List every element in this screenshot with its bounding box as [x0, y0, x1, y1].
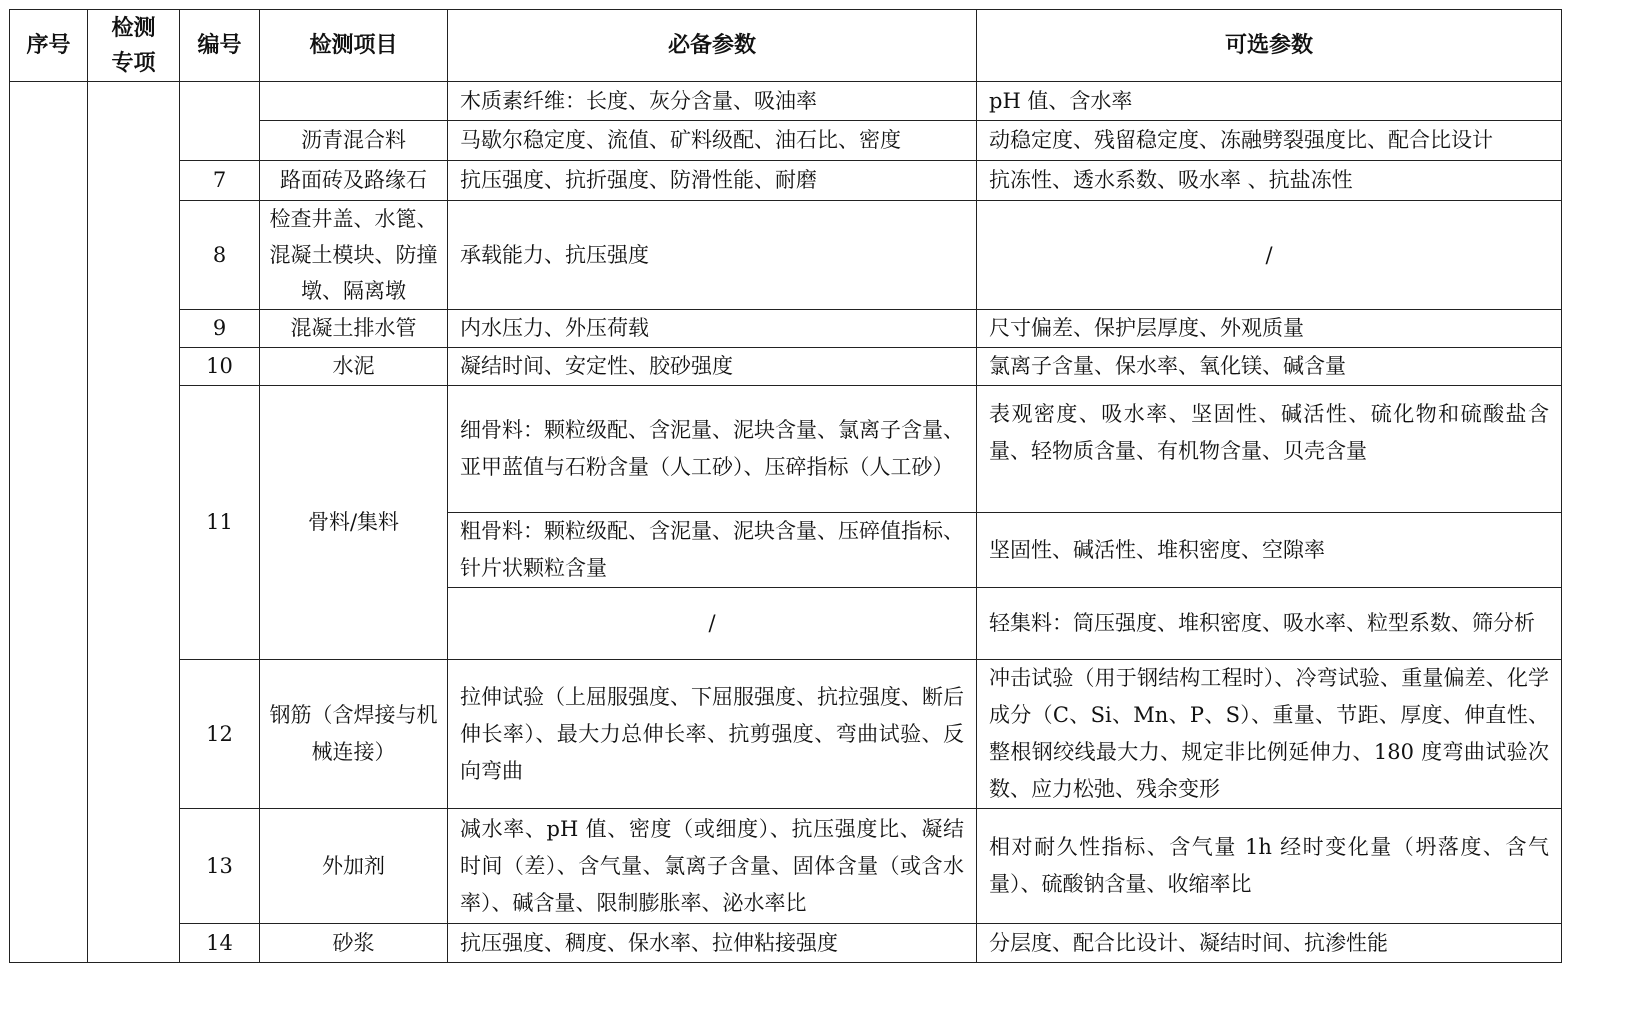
- header-optional: 可选参数: [977, 10, 1562, 82]
- optional-cell: 相对耐久性指标、含气量 1h 经时变化量（坍落度、含气量）、硫酸钠含量、收缩率比: [977, 809, 1562, 924]
- optional-cell: 动稳定度、残留稳定度、冻融劈裂强度比、配合比设计: [977, 121, 1562, 161]
- category-cell: [88, 82, 180, 963]
- item-cell: 水泥: [260, 348, 448, 386]
- number-cell: 8: [180, 201, 260, 310]
- optional-cell: 表观密度、吸水率、坚固性、碱活性、硫化物和硫酸盐含量、轻物质含量、有机物含量、贝壳含量: [977, 386, 1562, 513]
- item-cell: [260, 82, 448, 121]
- table-header-row: [10, 10, 1562, 82]
- required-cell: 木质素纤维：长度、灰分含量、吸油率: [448, 82, 977, 121]
- item-cell: 骨料/集料: [260, 386, 448, 660]
- required-cell: 拉伸试验（上屈服强度、下屈服强度、抗拉强度、断后伸长率）、最大力总伸长率、抗剪强度、弯曲试验、反向弯曲: [448, 660, 977, 809]
- table-row: [10, 82, 1562, 121]
- number-cell: 7: [180, 161, 260, 201]
- table-row: [10, 809, 1562, 924]
- table-row: [10, 201, 1562, 310]
- table-row: [10, 386, 1562, 513]
- item-cell: 沥青混合料: [260, 121, 448, 161]
- item-cell: 混凝土排水管: [260, 310, 448, 348]
- required-cell: 承载能力、抗压强度: [448, 201, 977, 310]
- optional-cell: /: [977, 201, 1562, 310]
- item-cell: 检查井盖、水篦、混凝土模块、防撞墩、隔离墩: [260, 201, 448, 310]
- header-item: 检测项目: [260, 10, 448, 82]
- seq-cell: [10, 82, 88, 963]
- table-row: [10, 660, 1562, 809]
- table-row: [10, 161, 1562, 201]
- inspection-parameter-table: [9, 9, 1562, 963]
- required-cell: /: [448, 588, 977, 660]
- header-number: 编号: [180, 10, 260, 82]
- number-cell: 12: [180, 660, 260, 809]
- required-cell: 马歇尔稳定度、流值、矿料级配、油石比、密度: [448, 121, 977, 161]
- optional-cell: pH 值、含水率: [977, 82, 1562, 121]
- table-row: [10, 310, 1562, 348]
- number-cell: 10: [180, 348, 260, 386]
- table-row: [10, 348, 1562, 386]
- item-cell: 砂浆: [260, 924, 448, 963]
- optional-cell: 抗冻性、透水系数、吸水率 、抗盐冻性: [977, 161, 1562, 201]
- number-cell: 13: [180, 809, 260, 924]
- number-cell: [180, 82, 260, 161]
- item-cell: 钢筋（含焊接与机械连接）: [260, 660, 448, 809]
- required-cell: 抗压强度、抗折强度、防滑性能、耐磨: [448, 161, 977, 201]
- header-required: 必备参数: [448, 10, 977, 82]
- optional-cell: 氯离子含量、保水率、氧化镁、碱含量: [977, 348, 1562, 386]
- optional-cell: 分层度、配合比设计、凝结时间、抗渗性能: [977, 924, 1562, 963]
- required-cell: 减水率、pH 值、密度（或细度）、抗压强度比、凝结时间（差）、含气量、氯离子含量、固体含量（或含水率）、碱含量、限制膨胀率、泌水率比: [448, 809, 977, 924]
- number-cell: 14: [180, 924, 260, 963]
- required-cell: 凝结时间、安定性、胶砂强度: [448, 348, 977, 386]
- optional-cell: 坚固性、碱活性、堆积密度、空隙率: [977, 513, 1562, 588]
- required-cell: 抗压强度、稠度、保水率、拉伸粘接强度: [448, 924, 977, 963]
- number-cell: 11: [180, 386, 260, 660]
- header-seq: 序号: [10, 10, 88, 82]
- required-cell: 细骨料：颗粒级配、含泥量、泥块含量、氯离子含量、亚甲蓝值与石粉含量（人工砂）、压碎指标（人工砂）: [448, 386, 977, 513]
- required-cell: 粗骨料：颗粒级配、含泥量、泥块含量、压碎值指标、针片状颗粒含量: [448, 513, 977, 588]
- item-cell: 外加剂: [260, 809, 448, 924]
- item-cell: 路面砖及路缘石: [260, 161, 448, 201]
- optional-cell: 轻集料：筒压强度、堆积密度、吸水率、粒型系数、筛分析: [977, 588, 1562, 660]
- required-cell: 内水压力、外压荷载: [448, 310, 977, 348]
- header-category: 检测专项: [88, 10, 180, 82]
- optional-cell: 冲击试验（用于钢结构工程时）、冷弯试验、重量偏差、化学成分（C、Si、Mn、P、S）、重量、节距、厚度、伸直性、整根钢绞线最大力、规定非比例延伸力、180 度弯曲试验次数、应力松弛、残余变形: [977, 660, 1562, 809]
- optional-cell: 尺寸偏差、保护层厚度、外观质量: [977, 310, 1562, 348]
- number-cell: 9: [180, 310, 260, 348]
- table-row: [10, 924, 1562, 963]
